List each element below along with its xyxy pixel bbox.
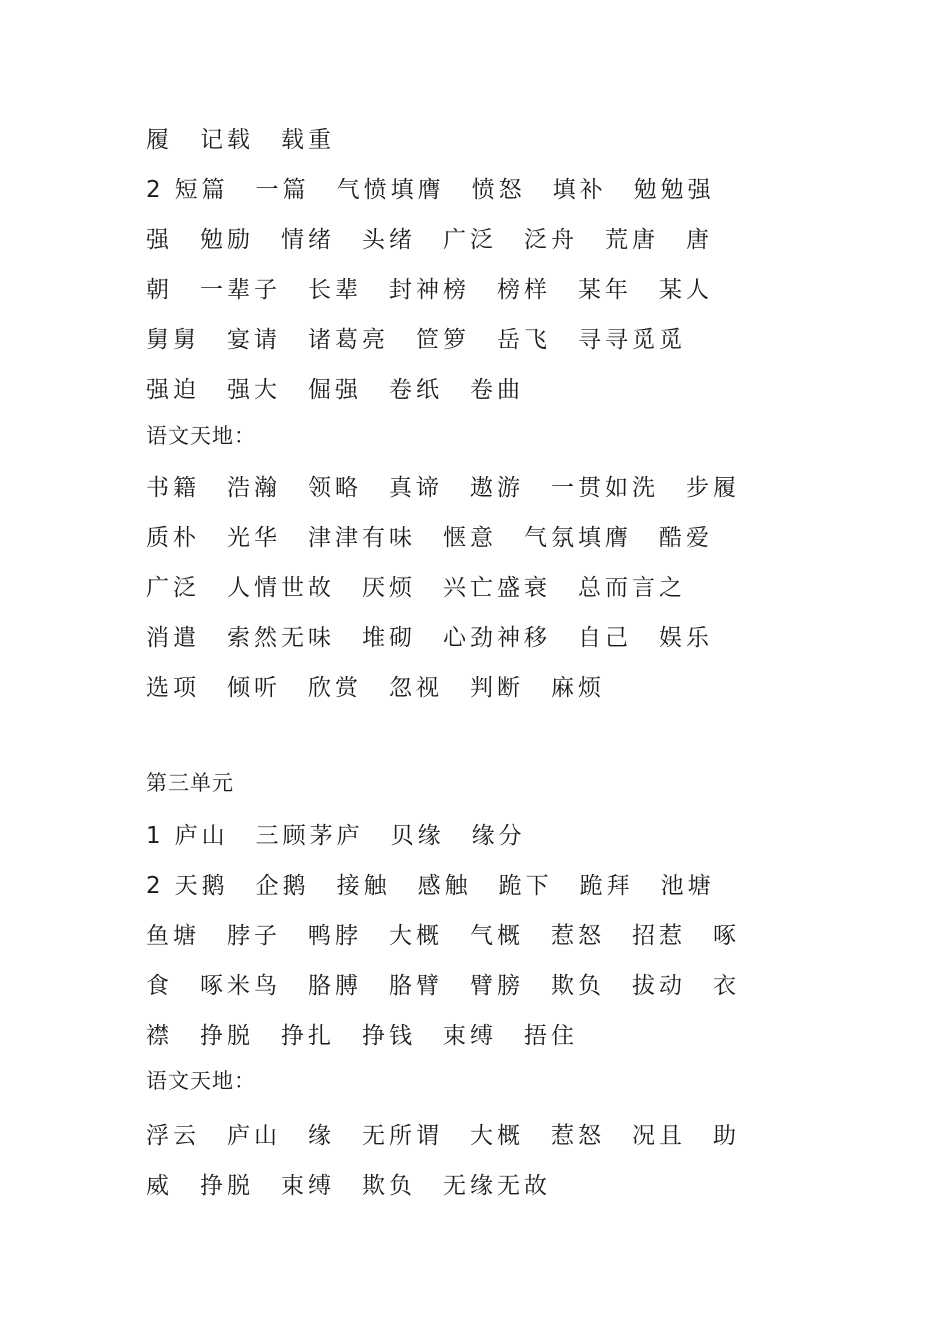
section-label: 语文天地： xyxy=(146,1069,256,1093)
text-line: 浮云 庐山 缘 无所谓 大概 惹怒 况且 助 xyxy=(146,1123,740,1149)
text-line-body: 庐山 三顾茅庐 贝缘 缘分 xyxy=(174,823,526,849)
text-line: 威 挣脱 束缚 欺负 无缘无故 xyxy=(146,1173,551,1199)
text-line: 食 啄米鸟 胳膊 胳臂 臂膀 欺负 拔动 衣 xyxy=(146,973,740,999)
text-line-body: 短篇 一篇 气愤填膺 愤怒 填补 勉勉强 xyxy=(174,177,715,203)
text-line xyxy=(146,170,826,210)
text-line: 襟 挣脱 挣扎 挣钱 束缚 捂住 xyxy=(146,1023,578,1049)
section-label: 语文天地： xyxy=(146,424,256,448)
text-line: 履 记载 载重 xyxy=(146,127,335,153)
item-number: 1 xyxy=(146,823,161,849)
text-line xyxy=(146,816,826,856)
text-line: 质朴 光华 津津有味 惬意 气氛填膺 酷爱 xyxy=(146,525,713,551)
text-line: 强迫 强大 倔强 卷纸 卷曲 xyxy=(146,377,524,403)
text-line: 消遣 索然无味 堆砌 心劲神移 自己 娱乐 xyxy=(146,625,713,651)
text-line: 广泛 人情世故 厌烦 兴亡盛衰 总而言之 xyxy=(146,575,686,601)
item-number: 2 xyxy=(146,873,161,899)
text-line-body: 天鹅 企鹅 接触 感触 跪下 跪拜 池塘 xyxy=(174,873,715,899)
item-number: 2 xyxy=(146,177,161,203)
text-line: 书籍 浩瀚 领略 真谛 遨游 一贯如洗 步履 xyxy=(146,475,740,501)
text-line: 舅舅 宴请 诸葛亮 笸箩 岳飞 寻寻觅觅 xyxy=(146,327,686,353)
text-line xyxy=(146,866,826,906)
text-line: 朝 一辈子 长辈 封神榜 榜样 某年 某人 xyxy=(146,277,713,303)
text-line: 强 勉励 情绪 头绪 广泛 泛舟 荒唐 唐 xyxy=(146,227,713,253)
text-line: 选项 倾听 欣赏 忽视 判断 麻烦 xyxy=(146,675,605,701)
text-line: 鱼塘 脖子 鸭脖 大概 气概 惹怒 招惹 啄 xyxy=(146,923,740,949)
unit-title: 第三单元 xyxy=(146,771,234,795)
